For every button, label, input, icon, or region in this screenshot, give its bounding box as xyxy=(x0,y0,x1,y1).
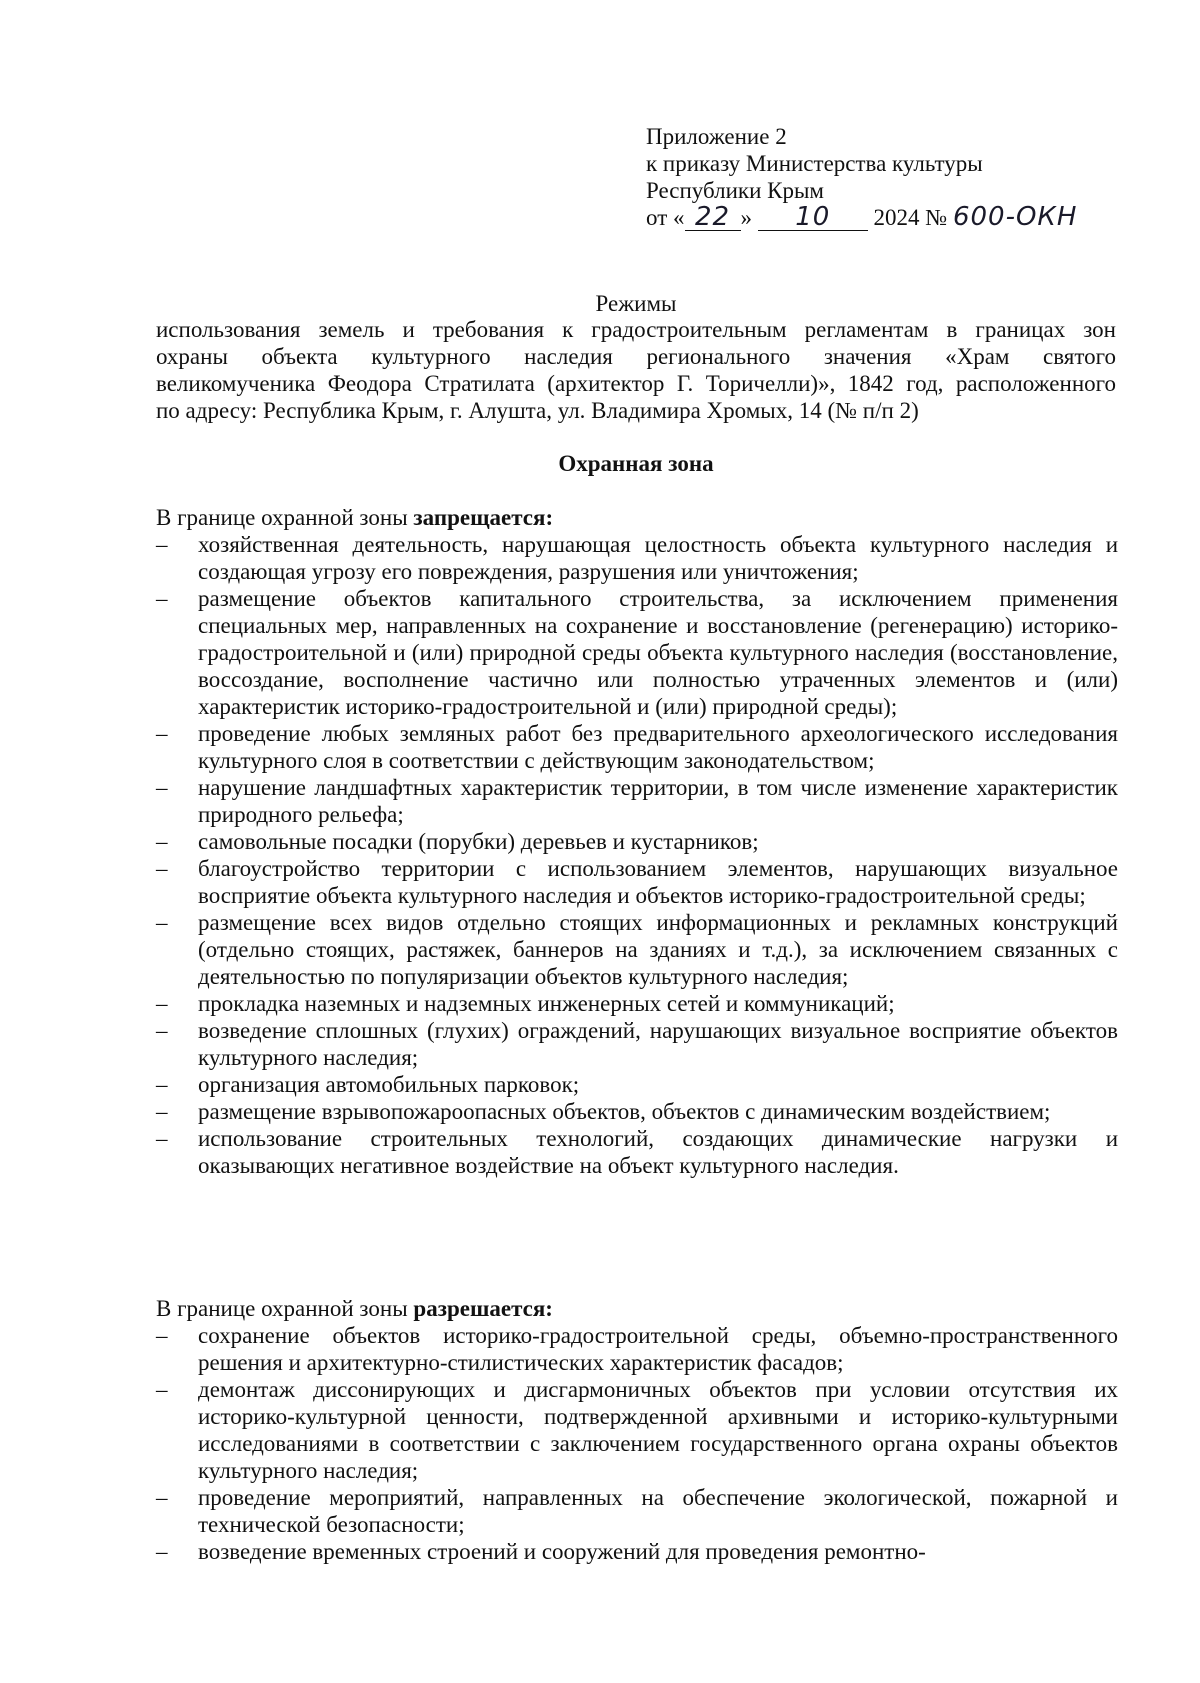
list-item-text: возведение сплошных (глухих) ограждений, нарушающих визуальное восприятие объектов культурного наследия; xyxy=(198,1018,1118,1070)
list-item-text: проведение любых земляных работ без предварительного археологического исследования культурного слоя в соответствии с действующим законодательством; xyxy=(198,721,1118,773)
permitted-bold: разрешается: xyxy=(413,1296,553,1321)
list-item xyxy=(156,720,1118,774)
republic-name: Республики Крым xyxy=(646,178,824,203)
list-item-text: сохранение объектов историко-градостроительной среды, объемно-пространственного решения и архитектурно-стилистических характеристик фасадов; xyxy=(198,1323,1118,1375)
list-item-text: хозяйственная деятельность, нарушающая целостность объекта культурного наследия и создающая угрозу его повреждения, разрушения или уничтожения; xyxy=(198,532,1118,584)
dash-bullet: – xyxy=(156,1126,168,1151)
list-item xyxy=(156,585,1118,720)
dash-bullet: – xyxy=(156,1018,168,1043)
dash-bullet: – xyxy=(156,1377,168,1402)
year-and-number-label: 2024 № xyxy=(873,205,948,230)
dash-bullet: – xyxy=(156,829,168,854)
list-item xyxy=(156,1484,1118,1538)
order-reference: к приказу Министерства культуры xyxy=(646,151,983,176)
list-item-text: размещение взрывопожароопасных объектов, объектов с динамическим воздействием; xyxy=(198,1099,1051,1124)
list-item-text: организация автомобильных парковок; xyxy=(198,1072,580,1097)
subject-line: по адресу: Республика Крым, г. Алушта, ул. Владимира Хромых, 14 (№ п/п 2) xyxy=(156,398,919,423)
handwritten-month: 10 xyxy=(795,202,831,232)
list-item-text: самовольные посадки (порубки) деревьев и кустарников; xyxy=(198,829,759,854)
list-item xyxy=(156,1538,1118,1565)
permitted-heading xyxy=(156,1295,1118,1322)
permitted-list xyxy=(156,1322,1118,1565)
dash-bullet: – xyxy=(156,1485,168,1510)
dash-bullet: – xyxy=(156,1539,168,1564)
list-item-text: размещение всех видов отдельно стоящих информационных и рекламных конструкций (отдельно стоящих, растяжек, баннеров на зданиях и т.д.), за исключением связанных с деятельностью по популяризации объектов культурного наследия; xyxy=(198,910,1118,989)
permitted-lead: В границе охранной зоны xyxy=(156,1296,414,1321)
dash-bullet: – xyxy=(156,991,168,1016)
prohibited-section xyxy=(156,504,1118,1179)
list-item xyxy=(156,1071,1118,1098)
dash-bullet: – xyxy=(156,1323,168,1348)
list-item xyxy=(156,774,1118,828)
subject-line: использования земель и требования к градостроительным регламентам в границах зон xyxy=(156,317,1116,342)
permitted-section xyxy=(156,1295,1118,1565)
list-item-text: прокладка наземных и надземных инженерных сетей и коммуникаций; xyxy=(198,991,895,1016)
dash-bullet: – xyxy=(156,856,168,881)
list-item xyxy=(156,1125,1118,1179)
list-item xyxy=(156,1376,1118,1484)
order-date-line xyxy=(646,204,1079,231)
subject-line: великомученика Феодора Стратилата (архитектор Г. Торичелли)», 1842 год, расположенного xyxy=(156,371,1116,396)
document-title: Режимы xyxy=(595,291,677,316)
dash-bullet: – xyxy=(156,775,168,800)
list-item xyxy=(156,855,1118,909)
zone-heading: Охранная зона xyxy=(558,451,714,476)
prohibited-heading xyxy=(156,504,1118,531)
prohibited-list xyxy=(156,531,1118,1179)
list-item-text: использование строительных технологий, создающих динамические нагрузки и оказывающих негативное воздействие на объект культурного наследия. xyxy=(198,1126,1118,1178)
handwritten-order-number: 600-ОКН xyxy=(952,202,1078,232)
list-item xyxy=(156,1017,1118,1071)
dash-bullet: – xyxy=(156,586,168,611)
prohibited-bold: запрещается: xyxy=(413,505,554,530)
list-item xyxy=(156,1098,1118,1125)
appendix-header xyxy=(646,123,1079,231)
document-subject xyxy=(156,316,1116,424)
dash-bullet: – xyxy=(156,910,168,935)
list-item-text: благоустройство территории с использованием элементов, нарушающих визуальное восприятие объекта культурного наследия и объектов историко-градостроительной среды; xyxy=(198,856,1118,908)
prohibited-lead: В границе охранной зоны xyxy=(156,505,414,530)
list-item xyxy=(156,909,1118,990)
date-close-quote: » xyxy=(740,205,752,230)
list-item xyxy=(156,990,1118,1017)
subject-line: охраны объекта культурного наследия регионального значения «Храм святого xyxy=(156,344,1116,369)
handwritten-day: 22 xyxy=(694,202,731,232)
list-item xyxy=(156,531,1118,585)
list-item-text: нарушение ландшафтных характеристик территории, в том числе изменение характеристик природного рельефа; xyxy=(198,775,1118,827)
list-item-text: возведение временных строений и сооружений для проведения ремонтно- xyxy=(198,1539,926,1564)
list-item-text: проведение мероприятий, направленных на обеспечение экологической, пожарной и технической безопасности; xyxy=(198,1485,1118,1537)
date-prefix: от « xyxy=(646,205,685,230)
appendix-label: Приложение 2 xyxy=(646,124,787,149)
list-item xyxy=(156,828,1118,855)
list-item xyxy=(156,1322,1118,1376)
list-item-text: демонтаж диссонирующих и дисгармоничных объектов при условии отсутствия их историко-культурной ценности, подтвержденной архивными и историко-культурными исследованиями в соответствии с заключением государственного органа охраны объектов культурного наследия; xyxy=(198,1377,1118,1483)
dash-bullet: – xyxy=(156,532,168,557)
list-item-text: размещение объектов капитального строительства, за исключением применения специальных мер, направленных на сохранение и восстановление (регенерацию) историко-градостроительной и (или) природной среды объекта культурного наследия (восстановление, воссоздание, восполнение частично или полностью утраченных элементов и (или) характеристик историко-градостроительной и (или) природной среды); xyxy=(198,586,1118,719)
dash-bullet: – xyxy=(156,721,168,746)
dash-bullet: – xyxy=(156,1099,168,1124)
dash-bullet: – xyxy=(156,1072,168,1097)
